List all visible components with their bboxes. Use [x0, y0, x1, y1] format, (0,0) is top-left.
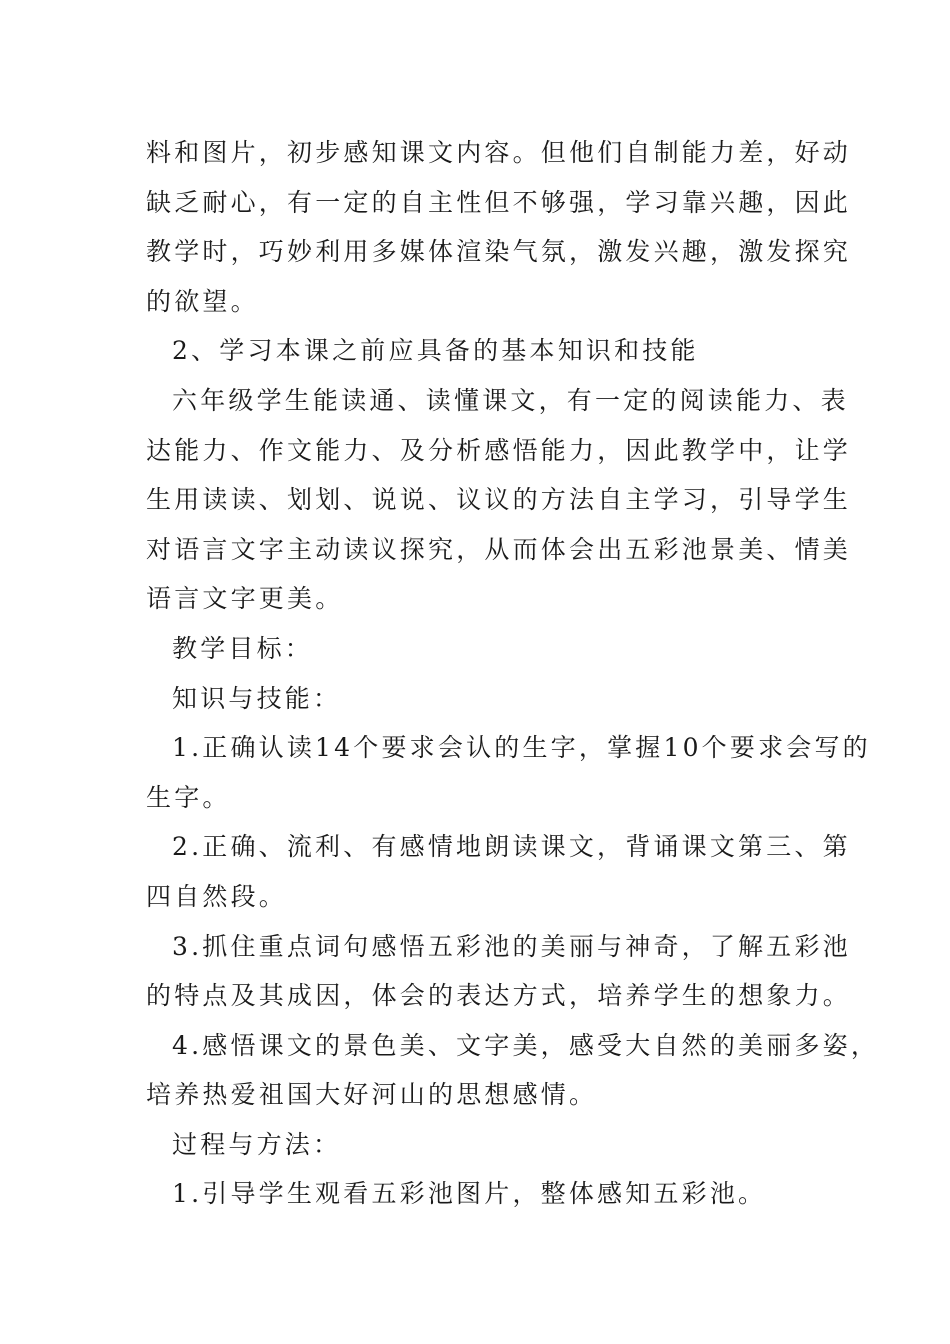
text-line: 生字。: [146, 782, 231, 812]
text-line: 1.正确认读14个要求会认的生字，掌握10个要求会写的: [172, 733, 871, 763]
text-line: 培养热爱祖国大好河山的思想感情。: [146, 1080, 598, 1110]
heading-teaching-goals: [146, 624, 812, 674]
goal-item-1: [146, 723, 871, 822]
document-body: [146, 128, 880, 1219]
text-line: 3.抓住重点词句感悟五彩池的美丽与神奇，了解五彩池: [172, 931, 851, 961]
text-line: 1.引导学生观看五彩池图片，整体感知五彩池。: [172, 1179, 767, 1209]
heading-process-methods: [146, 1120, 812, 1170]
paragraph-prerequisites: [146, 376, 852, 624]
text-line: 对语言文字主动读议探究，从而体会出五彩池景美、情美: [146, 534, 852, 564]
text-line: 的特点及其成因，体会的表达方式，培养学生的想象力。: [146, 981, 852, 1011]
method-item-1: [146, 1169, 812, 1219]
text-line: 语言文字更美。: [146, 584, 344, 614]
text-line: 缺乏耐心，有一定的自主性但不够强，学习靠兴趣，因此: [146, 187, 852, 217]
text-line: 教学时，巧妙利用多媒体渲染气氛，激发兴趣，激发探究: [146, 237, 852, 267]
text-line: 六年级学生能读通、读懂课文，有一定的阅读能力、表: [172, 385, 849, 415]
heading-knowledge-skills: [146, 674, 812, 724]
section-heading-prerequisites: [146, 326, 812, 376]
text-line: 四自然段。: [146, 881, 288, 911]
text-line: 料和图片，初步感知课文内容。但他们自制能力差，好动: [146, 138, 852, 167]
goal-item-2: [146, 822, 851, 921]
paragraph-student-analysis: [146, 128, 852, 326]
text-line: 生用读读、划划、说说、议议的方法自主学习，引导学生: [146, 485, 852, 515]
text-line: 2、学习本课之前应具备的基本知识和技能: [172, 336, 699, 366]
text-line: 2.正确、流利、有感情地朗读课文，背诵课文第三、第: [172, 832, 851, 862]
text-line: 过程与方法：: [172, 1129, 342, 1159]
text-line: 4.感悟课文的景色美、文字美，感受大自然的美丽多姿，: [172, 1030, 880, 1060]
goal-item-3: [146, 922, 852, 1021]
goal-item-4: [146, 1021, 880, 1120]
text-line: 教学目标：: [172, 633, 314, 663]
text-line: 达能力、作文能力、及分析感悟能力，因此教学中，让学: [146, 435, 852, 465]
text-line: 的欲望。: [146, 286, 259, 316]
text-line: 知识与技能：: [172, 683, 342, 713]
